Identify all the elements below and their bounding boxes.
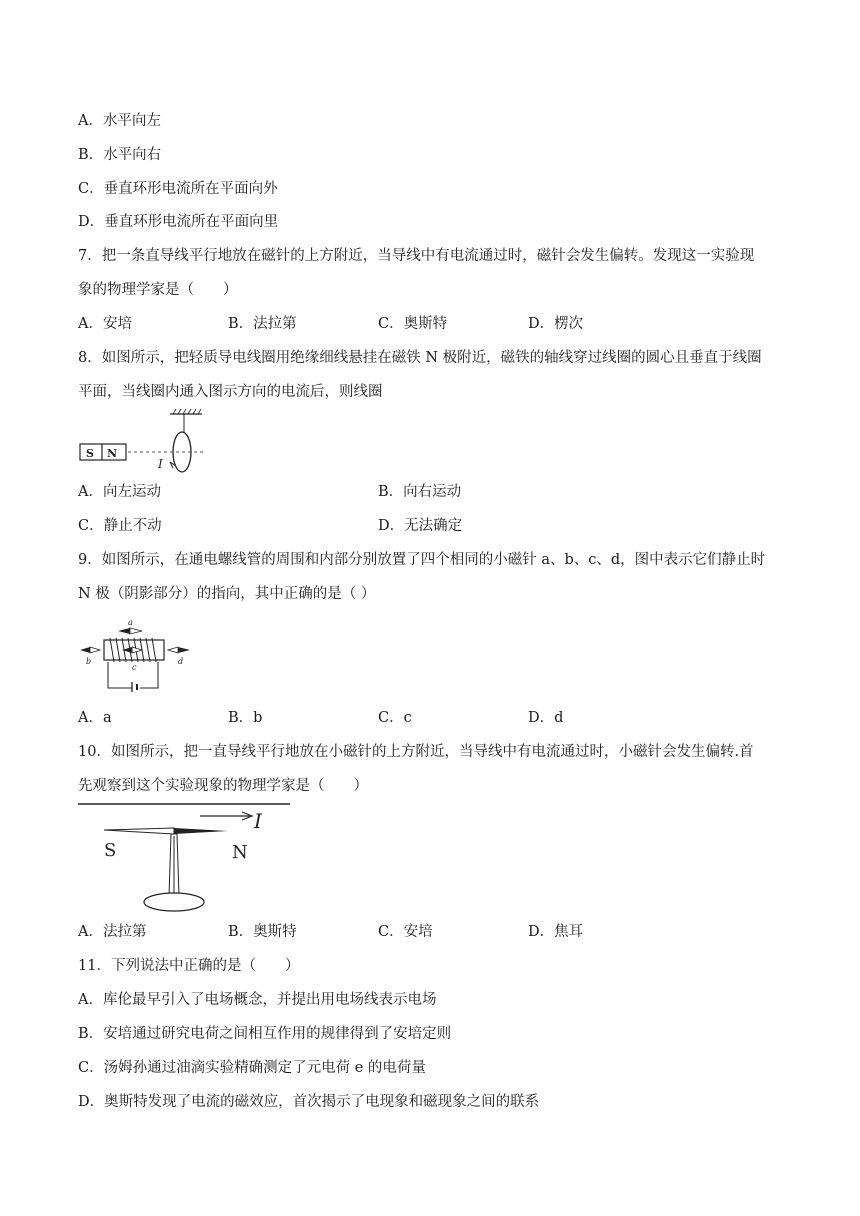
q10-stem-line1: 10．如图所示，把一直导线平行地放在小磁针的上方附近，当导线中有电流通过时，小磁针会发生偏转.首 (78, 744, 754, 760)
q9-wire (108, 662, 132, 688)
q7-option-d: D．楞次 (528, 316, 584, 332)
q9-needle-b (80, 647, 100, 653)
q10-n-label: N (232, 842, 248, 863)
q8-current-label: I (158, 457, 163, 471)
q10-option-c: C．安培 (378, 924, 433, 940)
q11-option-c: C．汤姆孙通过油滴实验精确测定了元电荷 e 的电荷量 (78, 1060, 426, 1076)
q8-stem-line2: 平面，当线圈内通入图示方向的电流后，则线圈 (78, 384, 383, 400)
q9-label-b: b (86, 657, 92, 666)
q8-magnet-s-label: S (86, 447, 94, 460)
q9-label-a: a (128, 618, 133, 627)
q8-ceiling-hatch (173, 409, 201, 414)
q7-option-a: A．安培 (78, 316, 132, 332)
q8-option-a: A．向左运动 (78, 484, 161, 500)
q9-label-d: d (178, 657, 184, 666)
q9-option-a: A．a (78, 710, 112, 726)
q10-option-b: B．奥斯特 (228, 924, 297, 940)
q10-option-a: A．法拉第 (78, 924, 147, 940)
q9-option-c: C．c (378, 710, 412, 726)
q8-magnet-n-label: N (107, 447, 118, 460)
q6-option-d: D．垂直环形电流所在平面向里 (78, 214, 279, 230)
q9-figure (78, 618, 196, 692)
q9-option-d: D．d (528, 710, 564, 726)
q11-option-a: A．库伦最早引入了电场概念，并提出用电场线表示电场 (78, 992, 437, 1008)
q7-stem-line2: 象的物理学家是（ ） (78, 282, 238, 298)
q8-option-d: D．无法确定 (378, 518, 463, 534)
q9-stem-line1: 9．如图所示，在通电螺线管的周围和内部分别放置了四个相同的小磁针 a、b、c、d，图中表示它们静止时 (78, 552, 766, 568)
q10-figure (78, 800, 292, 918)
q6-option-c: C．垂直环形电流所在平面向外 (78, 181, 278, 197)
q11-option-b: B．安培通过研究电荷之间相互作用的规律得到了安培定则 (78, 1026, 452, 1042)
q10-option-d: D．焦耳 (528, 924, 584, 940)
q9-needle-a (118, 628, 142, 634)
q7-stem-line1: 7．把一条直导线平行地放在磁针的上方附近，当导线中有电流通过时，磁针会发生偏转。发现这一实验现 (78, 248, 755, 264)
q7-option-c: C．奥斯特 (378, 316, 448, 332)
q9-label-c: c (132, 663, 137, 672)
q9-stem-line2: N 极（阴影部分）的指向，其中正确的是（ ） (78, 586, 376, 602)
q10-base (144, 893, 204, 911)
q8-option-c: C．静止不动 (78, 518, 162, 534)
q10-stem-line2: 先观察到这个实验现象的物理学家是（ ） (78, 778, 368, 794)
q8-option-b: B．向右运动 (378, 484, 462, 500)
q8-figure (78, 408, 208, 474)
q11-option-d: D．奥斯特发现了电流的磁效应，首次揭示了电现象和磁现象之间的联系 (78, 1094, 540, 1110)
q8-stem-line1: 8．如图所示，把轻质导电线圈用绝缘细线悬挂在磁铁 N 极附近，磁铁的轴线穿过线圈的圆心且垂直于线圈 (78, 350, 762, 366)
q6-option-b: B．水平向右 (78, 147, 162, 163)
q9-needle-d (168, 647, 190, 653)
q10-current-label: I (254, 809, 262, 833)
q10-s-label: S (104, 840, 117, 861)
q10-needle (104, 828, 228, 834)
q7-option-b: B．法拉第 (228, 316, 297, 332)
q6-option-a: A．水平向左 (78, 113, 161, 129)
q9-option-b: B．b (228, 710, 263, 726)
q11-stem: 11．下列说法中正确的是（ ） (78, 958, 300, 974)
